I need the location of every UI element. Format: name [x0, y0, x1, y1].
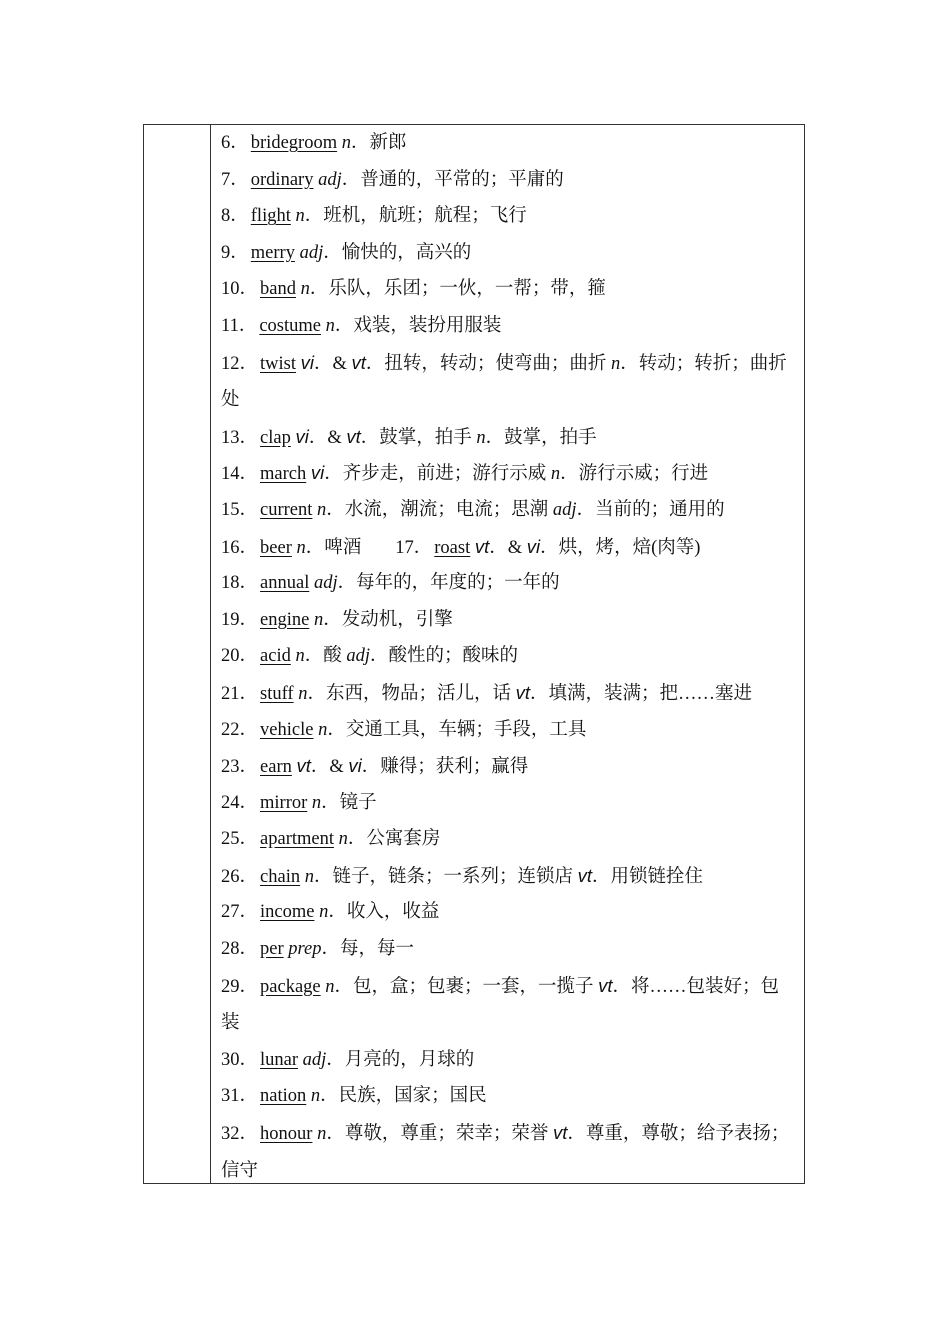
- entry-23: 23． earn vt．& vi．赚得；获利；赢得: [221, 755, 529, 778]
- entry-11: 11． costume n．戏装，装扮用服装: [221, 315, 502, 336]
- entry-19: 19． engine n．发动机，引擎: [221, 609, 453, 630]
- entry-12: 12． twist vi．& vt．扭转，转动；使弯曲；曲折 n．转动；转折；曲折处: [221, 351, 787, 411]
- entry-9: 9． merry adj．愉快的，高兴的: [221, 242, 472, 263]
- entry-22: 22． vehicle n．交通工具，车辆；手段，工具: [221, 719, 587, 740]
- vocabulary-list: [221, 125, 796, 1189]
- entry-7: 7． ordinary adj．普通的，平常的；平庸的: [221, 169, 564, 190]
- entry-28: 28． per prep．每，每一: [221, 939, 415, 960]
- entry-31: 31． nation n．民族，国家；国民: [221, 1086, 487, 1107]
- entry-15: 15． current n．水流，潮流；电流；思潮 adj．当前的；通用的: [221, 499, 725, 520]
- entry-16-17: 16． beer n．啤酒 17． roast vt．& vi．烘，烤，焙(肉等): [221, 535, 701, 558]
- entry-10: 10． band n．乐队，乐团；一伙，一帮；带，箍: [221, 279, 606, 300]
- entry-25: 25． apartment n．公寓套房: [221, 829, 441, 850]
- entry-13: 13． clap vi．& vt．鼓掌，拍手 n．鼓掌，拍手: [221, 425, 597, 448]
- entry-24: 24． mirror n．镜子: [221, 792, 377, 813]
- entry-32: 32． honour n．尊敬，尊重；荣幸；荣誉 vt．尊重，尊敬；给予表扬；信守: [221, 1122, 790, 1181]
- vocabulary-table: [143, 124, 805, 1184]
- entry-20: 20． acid n．酸 adj．酸性的；酸味的: [221, 646, 518, 667]
- empty-left-column: [144, 125, 211, 1183]
- entry-6: 6． bridegroom n．新郎: [221, 133, 407, 153]
- entry-30: 30． lunar adj．月亮的，月球的: [221, 1049, 475, 1070]
- entry-26: 26． chain n．链子，链条；一系列；连锁店 vt．用锁链拴住: [221, 864, 703, 887]
- entry-21: 21． stuff n．东西，物品；活儿，话 vt．填满，装满；把……塞进: [221, 681, 753, 704]
- entry-29: 29． package n．包，盒；包裹；一套，一揽子 vt．将……包装好；包装: [221, 974, 780, 1034]
- entry-8: 8． flight n．班机，航班；航程；飞行: [221, 206, 527, 227]
- entry-14: 14． march vi．齐步走，前进；游行示威 n．游行示威；行进: [221, 462, 709, 485]
- entry-18: 18． annual adj．每年的，年度的；一年的: [221, 573, 560, 594]
- entry-27: 27． income n．收入，收益: [221, 902, 440, 923]
